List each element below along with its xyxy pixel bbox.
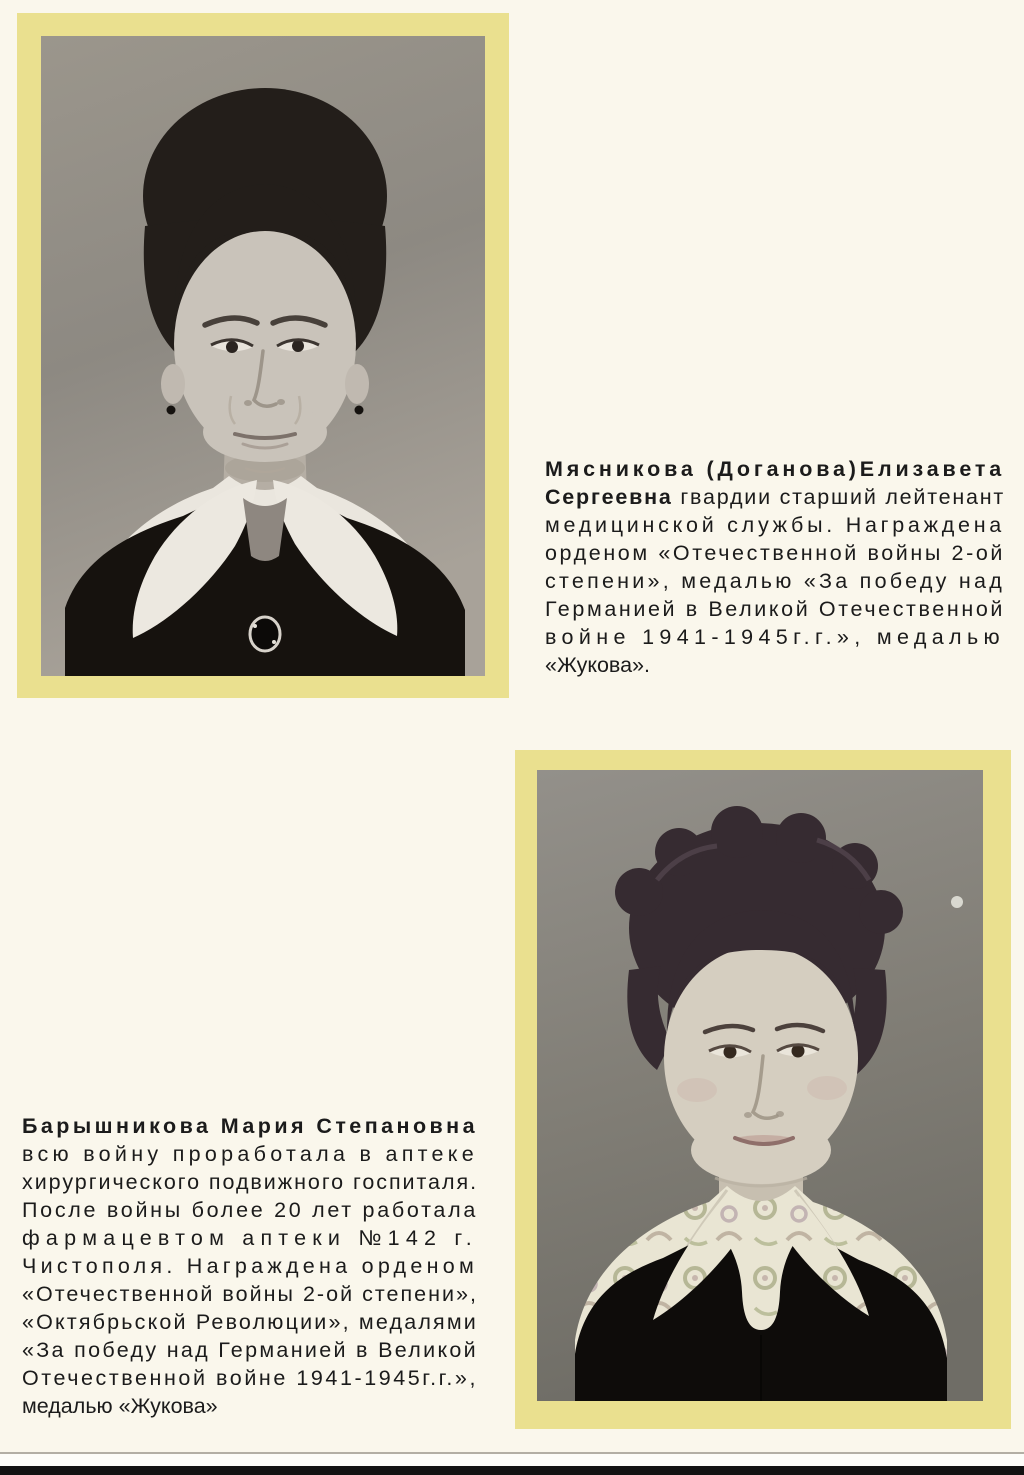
bio-line — [545, 539, 1005, 567]
bio-line — [545, 511, 1005, 539]
bio-text: степени», медалью «За победу над — [545, 569, 1005, 593]
bio-text: войне 1941-1945г.г.», медалью — [545, 625, 1005, 649]
bio-line — [22, 1280, 478, 1308]
bio-line — [22, 1252, 478, 1280]
bio-line — [22, 1392, 478, 1420]
bio-line — [545, 455, 1005, 483]
bio-baryshnikova — [22, 1112, 478, 1420]
bio-name-bold: Мясникова (Доганова)Елизавета — [545, 457, 1005, 481]
scan-edge-black-bar — [0, 1466, 1024, 1475]
bio-line — [22, 1308, 478, 1336]
bio-text: «Октябрьской Революции», медалями — [22, 1310, 478, 1334]
bio-line — [545, 595, 1005, 623]
bio-text: орденом «Отечественной войны 2-ой — [545, 541, 1005, 565]
bio-text: Чистополя. Награждена орденом — [22, 1254, 478, 1278]
bio-line — [22, 1224, 478, 1252]
bio-text: Германией в Великой Отечественной — [545, 597, 1005, 621]
bio-text: фармацевтом аптеки №142 г. — [22, 1226, 478, 1250]
bio-text: После войны более 20 лет работала — [22, 1198, 478, 1222]
bio-text: медалью «Жукова» — [22, 1394, 218, 1418]
photo-baryshnikova — [537, 770, 983, 1401]
bio-line — [22, 1364, 478, 1392]
photo-myasnikova — [41, 36, 485, 676]
bio-text: всю войну проработала в аптеке — [22, 1142, 478, 1166]
portrait-myasnikova-illustration — [41, 36, 485, 676]
bio-line — [22, 1196, 478, 1224]
photo-frame-top — [17, 13, 509, 698]
bio-text: Отечественной войне 1941-1945г.г.», — [22, 1366, 478, 1390]
bio-text: гвардии старший лейтенант — [672, 485, 1005, 509]
bio-text: «Отечественной войны 2-ой степени», — [22, 1282, 478, 1306]
bio-text: хирургического подвижного госпиталя. — [22, 1170, 478, 1194]
bio-name-bold: Барышникова Мария Степановна — [22, 1114, 478, 1138]
bio-line — [22, 1140, 478, 1168]
bio-text: «За победу над Германией в Великой — [22, 1338, 478, 1362]
bio-text: медицинской службы. Награждена — [545, 513, 1005, 537]
bio-name-bold: Сергеевна — [545, 485, 673, 509]
scan-edge-white-strip — [0, 1454, 1024, 1466]
brooch — [250, 617, 280, 651]
bio-line — [22, 1336, 478, 1364]
bio-line — [22, 1112, 478, 1140]
bio-myasnikova — [545, 455, 1005, 679]
bio-line — [22, 1168, 478, 1196]
bio-line — [545, 623, 1005, 651]
portrait-baryshnikova-illustration — [537, 770, 983, 1401]
bio-text: «Жукова». — [545, 653, 650, 677]
bio-line — [545, 651, 1005, 679]
bio-line — [545, 483, 1005, 511]
photo-frame-bottom — [515, 750, 1011, 1429]
bio-line — [545, 567, 1005, 595]
